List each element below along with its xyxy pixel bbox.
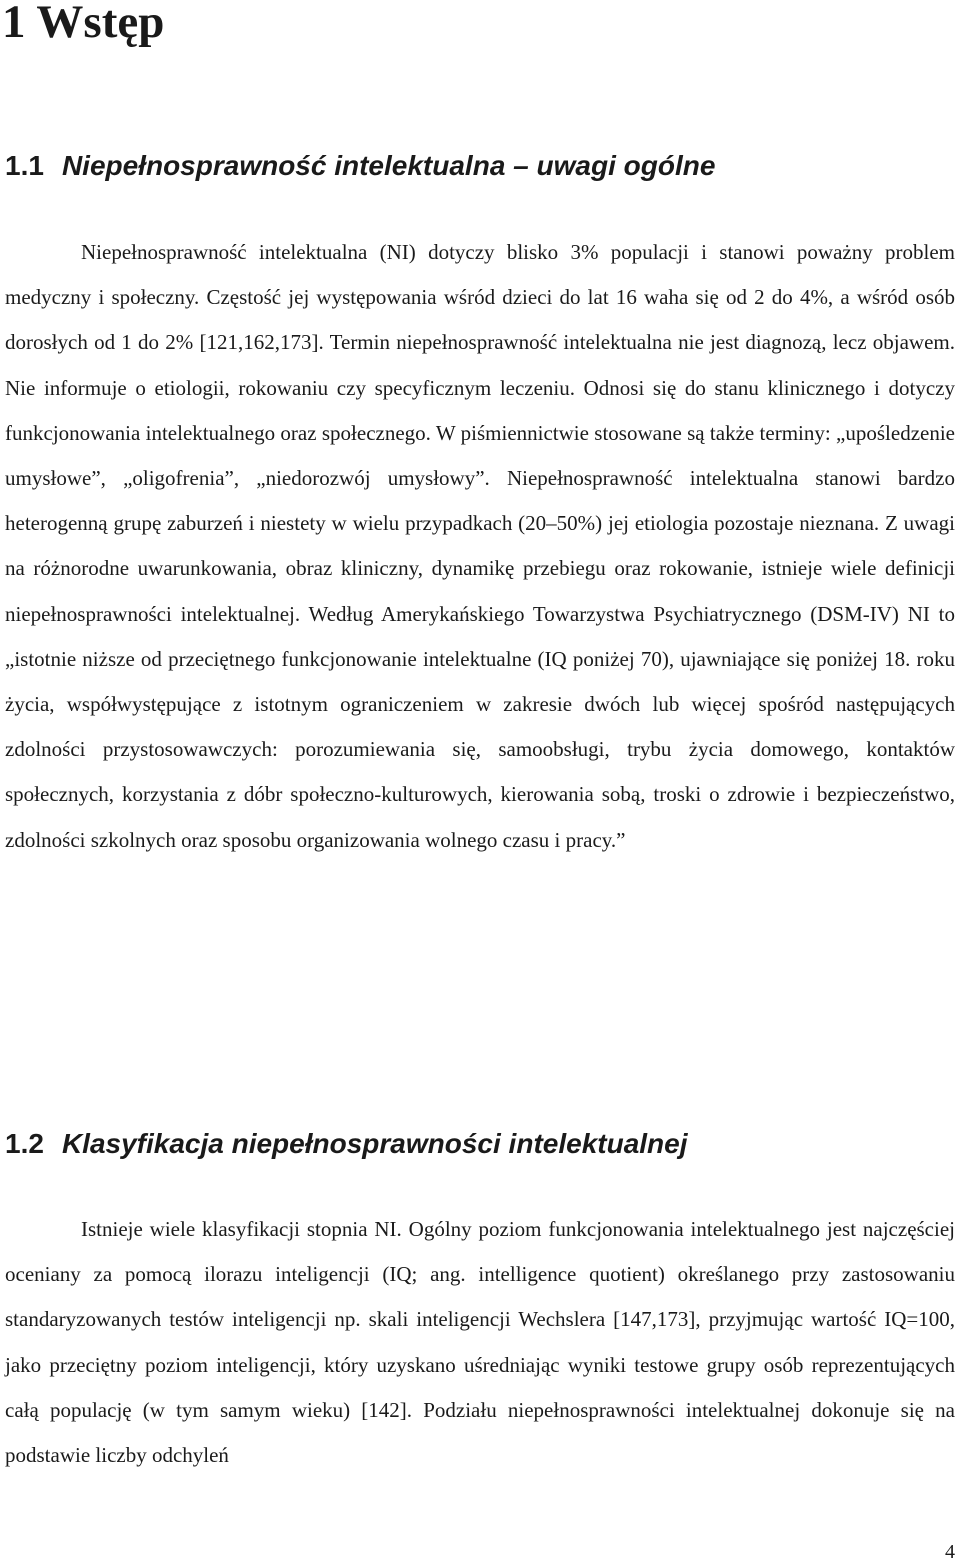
page-number: 4 [945, 1541, 955, 1563]
chapter-title: 1 Wstęp [2, 0, 165, 48]
section-heading-1-2 [5, 1126, 688, 1162]
section-title: Niepełnosprawność intelektualna – uwagi ogólne [61, 150, 716, 181]
section-number: 1.1 [5, 150, 44, 181]
section-number: 1.2 [5, 1128, 44, 1159]
section-1-2-paragraph: Istnieje wiele klasyfikacji stopnia NI. Ogólny poziom funkcjonowania intelektualnego jest najczęściej oceniany za pomocą ilorazu inteligencji (IQ; ang. intelligence quotient) określanego przy zastosowaniu standaryzowanych testów inteligencji np. skali inteligencji Wechslera [147,173], przyjmując wartość IQ=100, jako przeciętny poziom inteligencji, który uzyskano uśredniając wyniki testowe grupy osób reprezentujących całą populację (w tym samym wieku) [142]. Podziału niepełnosprawności intelektualnej dokonuje się na podstawie liczby odchyleń [5, 1217, 955, 1468]
section-title: Klasyfikacja niepełnosprawności intelektualnej [61, 1128, 688, 1159]
section-1-1-paragraph: Niepełnosprawność intelektualna (NI) dotyczy blisko 3% populacji i stanowi poważny problem medyczny i społeczny. Częstość jej występowania wśród dzieci do lat 16 waha się od 2 do 4%, a wśród osób dorosłych od 1 do 2% [121,162,173]. Termin niepełnosprawność intelektualna nie jest diagnozą, lecz objawem. Nie informuje o etiologii, rokowaniu czy specyficznym leczeniu. Odnosi się do stanu klinicznego i dotyczy funkcjonowania intelektualnego oraz społecznego. W piśmiennictwie stosowane są także terminy: „upośledzenie umysłowe”, „oligofrenia”, „niedorozwój umysłowy”. Niepełnosprawność intelektualna stanowi bardzo heterogenną grupę zaburzeń i niestety w wielu przypadkach (20–50%) jej etiologia pozostaje nieznana. Z uwagi na różnorodne uwarunkowania, obraz kliniczny, dynamikę przebiegu oraz rokowanie, istnieje wiele definicji niepełnosprawności intelektualnej. Według Amerykańskiego Towarzystwa Psychiatrycznego (DSM-IV) NI to „istotnie niższe od przeciętnego funkcjonowanie intelektualne (IQ poniżej 70), ujawniające się poniżej 18. roku życia, współwystępujące z istotnym ograniczeniem w zakresie dwóch lub więcej spośród następujących zdolności przystosowawczych: porozumiewania się, samoobsługi, trybu życia domowego, kontaktów społecznych, korzystania z dóbr społeczno-kulturowych, kierowania sobą, troski o zdrowie i bezpieczeństwo, zdolności szkolnych oraz sposobu organizowania wolnego czasu i pracy.” [5, 240, 955, 852]
section-heading-1-1 [5, 148, 715, 184]
